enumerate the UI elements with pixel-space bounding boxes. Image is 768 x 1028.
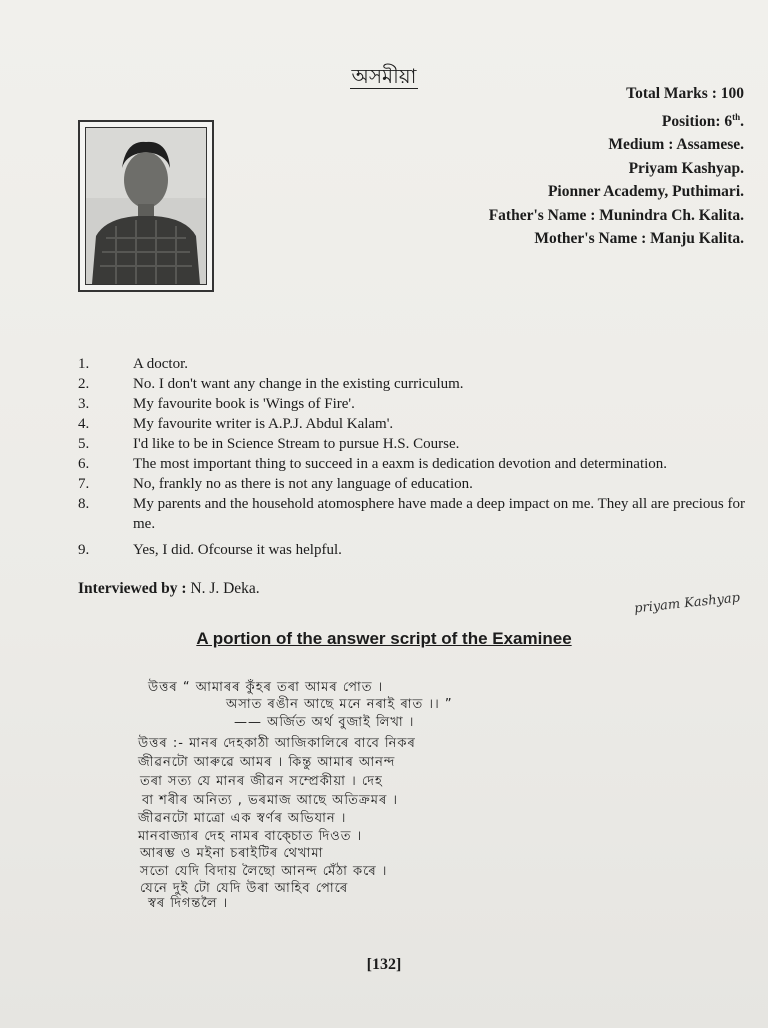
answer-text: I'd like to be in Science Stream to pursue H.S. Course.	[133, 436, 460, 452]
portrait-image	[86, 128, 206, 284]
total-marks: Total Marks : 100	[626, 85, 744, 102]
handwriting-line: যেনে দুই টো যেদি উৰা আহিব পোৰে	[140, 881, 349, 896]
answer-text: My parents and the household atomosphere have made a deep impact on me. They all are precious for me.	[133, 496, 746, 532]
answer-text: My favourite writer is A.P.J. Abdul Kalam'.	[133, 416, 394, 432]
handwriting-line: —— অৰ্জিত অৰ্থ বুজাই লিখা ।	[234, 715, 415, 730]
handwriting-line: অসাত ৰঙীন আছে মনে নৰাই ৰাত ।। ”	[226, 697, 453, 712]
handwritten-signature: priyam Kashyap	[633, 590, 741, 617]
answer-number: 4.	[78, 416, 90, 432]
answer-item	[78, 354, 748, 374]
answer-number: 2.	[78, 376, 90, 392]
answer-item	[78, 434, 748, 454]
answer-number: 1.	[78, 356, 90, 372]
answers-list	[78, 354, 748, 560]
answer-item	[78, 474, 748, 494]
position-end: .	[740, 112, 744, 130]
mother-name: Mother's Name : Manju Kalita.	[534, 230, 744, 248]
answer-text: My favourite book is 'Wings of Fire'.	[133, 396, 355, 412]
answer-number: 5.	[78, 436, 90, 452]
interviewer-label: Interviewed by :	[78, 580, 187, 597]
answer-text: No, frankly no as there is not any language of education.	[133, 476, 473, 492]
answer-item	[78, 394, 748, 414]
position-sup: th	[732, 111, 741, 122]
candidate-photo	[85, 127, 207, 285]
answer-number: 9.	[78, 542, 90, 558]
answer-item	[78, 494, 748, 534]
handwriting-line: তৰা সত্য যে মানৰ জীৱন সম্প্ৰেকীয়া । দেহ	[140, 774, 383, 789]
handwriting-line: উত্তৰ “ আমাৰৰ কুঁহৰ তৰা আমৰ পোত ।	[148, 680, 384, 695]
handwriting-line: আৰম্ভ ও মইনা চৰাইটিৰ থেখামা	[140, 846, 324, 861]
page-number: [132]	[366, 956, 402, 973]
position	[489, 106, 744, 134]
handwritten-answer-script	[138, 678, 738, 911]
handwriting-line: জীৱনটো আৰুৱে আমৰ । কিন্তু আমাৰ আনন্দ	[138, 755, 396, 770]
answer-item	[78, 414, 748, 434]
medium: Medium : Assamese.	[608, 136, 744, 154]
answer-number: 7.	[78, 476, 90, 492]
handwriting-line: উত্তৰ :- মানৰ দেহকাঠী আজিকালিৰে বাবে নিকৰ	[138, 736, 416, 751]
answer-item	[78, 540, 748, 560]
answer-number: 3.	[78, 396, 90, 412]
school-name: Pionner Academy, Puthimari.	[547, 183, 744, 201]
candidate-info	[489, 82, 744, 251]
position-label: Position: 6	[661, 112, 733, 130]
answer-text: The most important thing to succeed in a eaxm is dedication devotion and determination.	[133, 456, 668, 472]
handwriting-line: স্বৰ দিগন্তলৈ ।	[148, 896, 229, 911]
father-name: Father's Name : Munindra Ch. Kalita.	[488, 206, 744, 224]
answer-text: A doctor.	[133, 356, 188, 372]
answer-item	[78, 454, 748, 474]
answer-item	[78, 374, 748, 394]
title-text: অসমীয়া	[351, 64, 417, 88]
handwriting-line: সতো যেদি বিদায় লৈছো আনন্দ মেঁঠা কৰে ।	[140, 864, 388, 879]
answer-text: No. I don't want any change in the existing curriculum.	[133, 376, 464, 392]
candidate-name: Priyam Kashyap.	[628, 159, 744, 177]
answer-text: Yes, I did. Ofcourse it was helpful.	[133, 542, 342, 558]
handwriting-line: মানবাজ্যাৰ দেহ নামৰ বাক্চোত দিওত ।	[138, 829, 363, 844]
interviewer-name: N. J. Deka.	[190, 580, 260, 597]
handwriting-line: জীৱনটো মাত্ৰো এক স্বৰ্ণৰ অভিযান ।	[138, 811, 347, 826]
interviewer-line	[78, 580, 260, 598]
candidate-photo-frame	[78, 120, 214, 292]
answer-number: 8.	[78, 496, 90, 512]
answer-script-heading	[0, 629, 768, 649]
handwriting-line: বা শৰীৰ অনিত্য , ভৰমাজ আছে অতিক্ৰমৰ ।	[142, 793, 399, 808]
answer-number: 6.	[78, 456, 90, 472]
answer-script-heading-text: A portion of the answer script of the Examinee	[196, 629, 572, 648]
